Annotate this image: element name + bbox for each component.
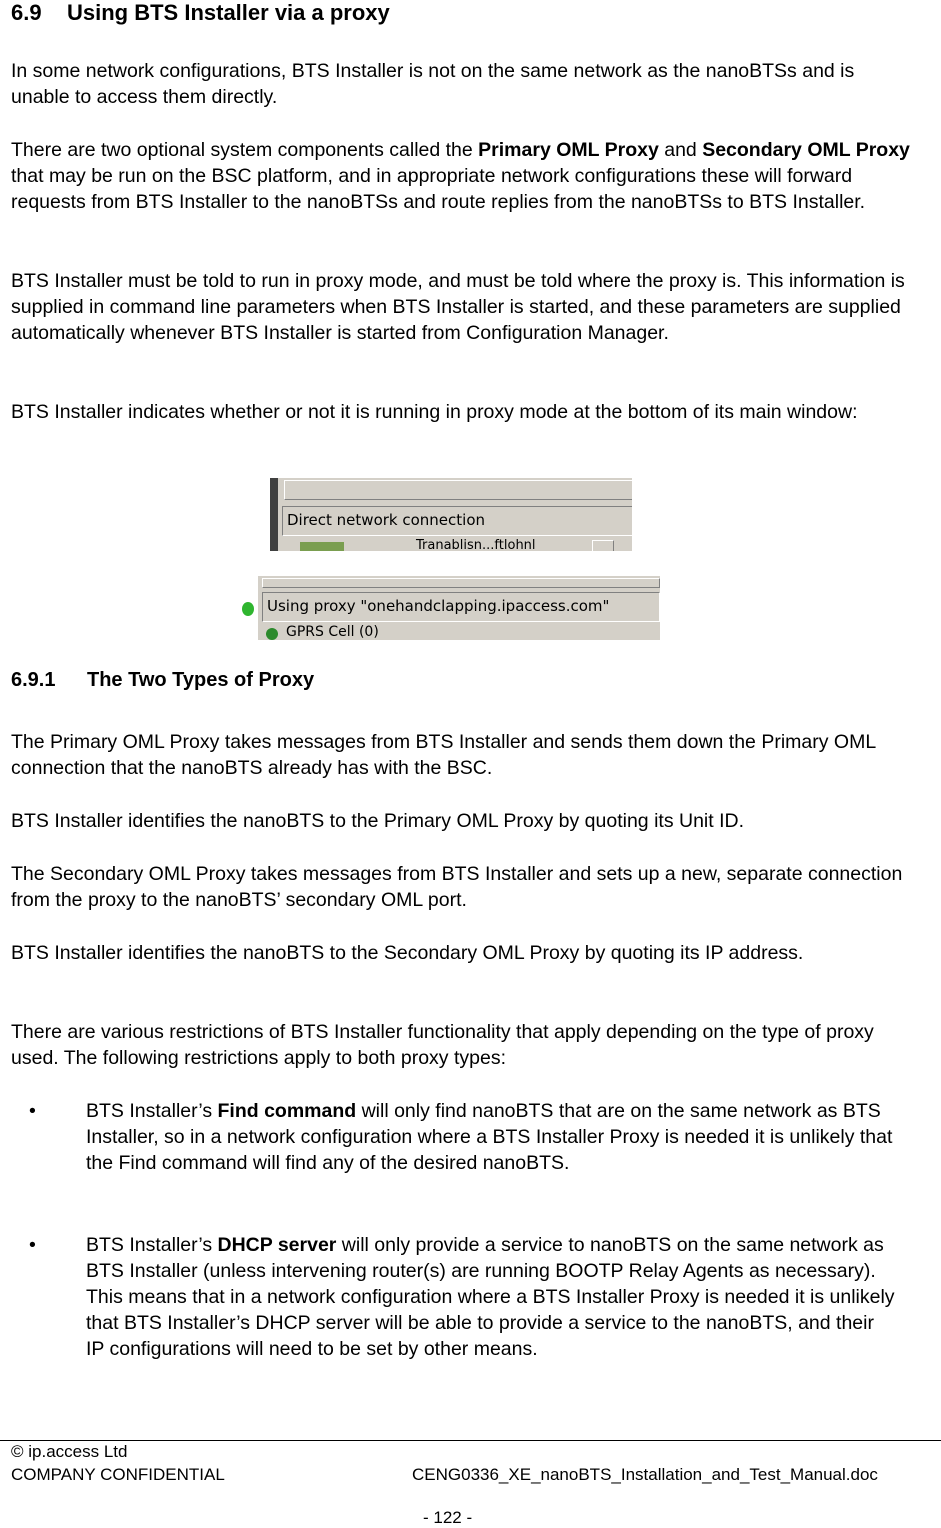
footer-filename: CENG0336_XE_nanoBTS_Installation_and_Test_Manual.doc xyxy=(412,1465,878,1484)
window-edge xyxy=(270,478,278,551)
screenshot-direct-connection xyxy=(270,478,632,551)
tree-item-label: GPRS Cell (0) xyxy=(286,624,379,640)
bullet-symbol: • xyxy=(29,1100,36,1122)
window-frame xyxy=(262,578,660,588)
text-run: that may be run on the BSC platform, and in appropriate network configurations these will forward requests from BTS Installer to the nanoBTSs and route replies from the nanoBTSs to BTS Installer. xyxy=(11,165,866,213)
text-run: There are two optional system components called the xyxy=(11,139,479,161)
screenshot-proxy-connection xyxy=(242,576,660,640)
text-run: BTS Installer’s xyxy=(86,1234,218,1256)
footer-divider xyxy=(0,1440,941,1441)
paragraph-primary-proxy: The Primary OML Proxy takes messages from BTS Installer and sends them down the Primary OML connection that the nanoBTS already has with the BSC. xyxy=(11,731,876,779)
primary-oml-proxy-term: Primary OML Proxy xyxy=(478,139,659,161)
scroll-button xyxy=(592,540,614,551)
truncated-label: Tranablisn...ftlohnl xyxy=(416,538,536,551)
paragraph-main-window: BTS Installer indicates whether or not it is running in proxy mode at the bottom of its main window: xyxy=(11,401,858,423)
subsection-title: The Two Types of Proxy xyxy=(87,669,315,691)
section-number: 6.9 xyxy=(11,0,42,25)
text-run: will only find nanoBTS that are on the same network as BTS Installer, so in a network configuration where a BTS Installer Proxy is needed it is unlikely that the Find command will find any of the desired nanoBTS. xyxy=(86,1100,893,1174)
paragraph-restrictions: There are various restrictions of BTS Installer functionality that apply depending on the type of proxy used. The following restrictions apply to both proxy types: xyxy=(11,1021,874,1069)
bullet-symbol: • xyxy=(29,1234,36,1256)
tree-icon xyxy=(300,542,344,551)
section-heading xyxy=(11,0,390,26)
paragraph-unit-id: BTS Installer identifies the nanoBTS to the Primary OML Proxy by quoting its Unit ID. xyxy=(11,810,745,832)
secondary-oml-proxy-term: Secondary OML Proxy xyxy=(702,139,910,161)
text-run: BTS Installer’s xyxy=(86,1100,218,1122)
bullet-text xyxy=(86,1098,896,1176)
text-run: and xyxy=(658,139,703,161)
subsection-heading xyxy=(11,669,314,692)
bullet-text xyxy=(86,1232,896,1362)
dhcp-server-term: DHCP server xyxy=(217,1234,337,1256)
status-bar-proxy: Using proxy "onehandclapping.ipaccess.com" xyxy=(262,592,660,622)
find-command-term: Find command xyxy=(217,1100,357,1122)
cell-icon xyxy=(266,628,278,640)
footer-confidential: COMPANY CONFIDENTIAL xyxy=(11,1465,225,1484)
window-panel xyxy=(284,480,632,500)
section-title: Using BTS Installer via a proxy xyxy=(67,0,390,25)
green-status-icon xyxy=(242,602,254,616)
footer-copyright: © ip.access Ltd xyxy=(11,1442,128,1461)
text-run: will only provide a service to nanoBTS on the same network as BTS Installer (unless intervening router(s) are running BOOTP Relay Agents as necessary). This means that in a network configuration where a BTS Installer Proxy is needed it is unlikely that BTS Installer’s DHCP server will be able to provide a service to the nanoBTS, and their IP configurations will need to be set by other means. xyxy=(86,1234,895,1360)
paragraph-ip-address: BTS Installer identifies the nanoBTS to the Secondary OML Proxy by quoting its IP address. xyxy=(11,942,804,964)
paragraph-proxy-components xyxy=(11,137,911,215)
paragraph-intro: In some network configurations, BTS Installer is not on the same network as the nanoBTSs and is unable to access them directly. xyxy=(11,60,855,108)
footer-page-number: - 122 - xyxy=(423,1508,473,1527)
status-bar-direct: Direct network connection xyxy=(282,506,632,536)
subsection-number: 6.9.1 xyxy=(11,669,56,691)
paragraph-proxy-mode: BTS Installer must be told to run in proxy mode, and must be told where the proxy is. This information is supplied in command line parameters when BTS Installer is started, and these parameters are supplied automatically whenever BTS Installer is started from Configuration Manager. xyxy=(11,270,905,344)
paragraph-secondary-proxy: The Secondary OML Proxy takes messages from BTS Installer and sets up a new, separate connection from the proxy to the nanoBTS’ secondary OML port. xyxy=(11,863,903,911)
